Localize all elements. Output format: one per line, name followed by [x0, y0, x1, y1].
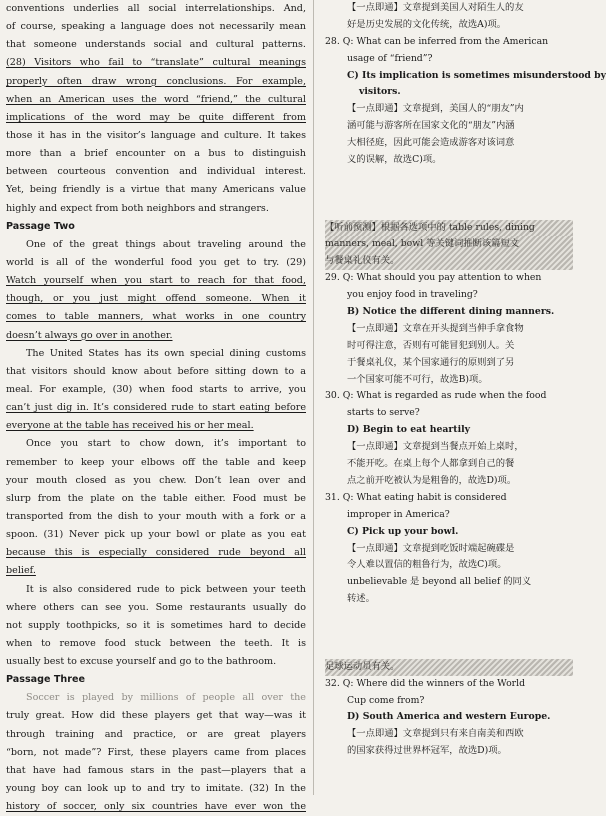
text-line: remember to keep your elbows off the table and keep [6, 456, 306, 468]
shaded-note-line: manners, meal, bowl 等关键词推断该篇短文 [325, 236, 573, 253]
explanation-line: 义的误解，故选C)项。 [347, 154, 442, 166]
spacer [325, 169, 573, 186]
text-line: when to remove food stuck between the teeth. It is [6, 637, 306, 649]
explanation-line: 【一点即通】文章提到吃饭时端起碗碟是 [347, 542, 515, 554]
text-line: conventions underlies all social interrelationships. And, [6, 3, 306, 14]
text-line: implications of the word may be quite different from [6, 111, 306, 123]
question-line: 30. Q: What is regarded as rude when the food [325, 390, 547, 402]
question-line: 28. Q: What can be inferred from the American [325, 35, 549, 47]
text-line: Yet, being friendly is a virtue that many Americans value [6, 184, 306, 196]
text-line: transported from the dish to your mouth with a fork or a [6, 510, 306, 522]
explanation-line: 【一点即通】文章在开头提到当伸手拿食物 [347, 322, 524, 334]
answer-line: C) Its implication is sometimes misunderstood by [347, 69, 606, 81]
text-line: Cup come from? [347, 694, 425, 706]
text-line: improper in America? [347, 508, 450, 520]
text-line: your mouth closed as you chew. Don’t lean over and [6, 474, 306, 486]
explanation-line: 【一点即通】文章提到只有来自南美和西欧 [347, 728, 524, 740]
text-line: more than a brief encounter on a bus to distinguish [6, 148, 306, 160]
spacer [325, 608, 573, 625]
shaded-note-line: 足球运动员有关。 [325, 659, 573, 676]
text-line: Watch yourself when you start to reach for that food, [6, 275, 306, 287]
explanation-line: 点之前开吃被认为是粗鲁的，故选D)项。 [347, 474, 517, 486]
explanation-line: 不能开吃。在桌上每个人都拿到自己的餐 [347, 458, 515, 470]
text-line: when an American uses the word “friend,” the cultural [6, 93, 306, 105]
text-line: doesn’t always go over in another. [6, 329, 173, 341]
explanation-line: unbelievable 是 beyond all belief 的同义 [347, 576, 532, 588]
shaded-note-line: 与餐桌礼仪有关。 [325, 253, 573, 270]
text-line: slurp from the plate on the table either. Food must be [6, 492, 306, 504]
text-line: though, or you just might offend someone. When it [6, 293, 306, 305]
text-line: that have had famous stars in the past—players that a [6, 764, 306, 776]
explanation-line: 大相径庭，因此可能会造成游客对该词意 [347, 137, 515, 149]
text-line: that someone understands social and cultural patterns. [6, 39, 306, 51]
passage-column [6, 0, 306, 816]
text-line: of course, speaking a language does not necessarily mean [6, 21, 306, 33]
question-line: 29. Q: What should you pay attention to when [325, 272, 542, 284]
text-line: usually best to excuse yourself and go to the bathroom. [6, 656, 277, 668]
spacer [325, 625, 573, 642]
text-line: (28) Visitors who fail to “translate” cultural meanings [6, 57, 306, 69]
text-line: One of the great things about traveling around the [26, 238, 306, 250]
shaded-note-line: 【听前预测】根据各选项中的 table rules, dining [325, 220, 573, 237]
explanation-line: 的国家获得过世界杯冠军，故选D)项。 [347, 745, 507, 757]
explanation-line: 涵可能与游客所在国家文化的“朋友”内涵 [347, 120, 515, 132]
text-line: that visitors should know about before sitting down to a [6, 365, 306, 377]
text-line: The United States has its own special dining customs [26, 347, 306, 359]
text-line: between courteous convention and individual interest. [6, 166, 306, 178]
answer-key-column [325, 0, 606, 760]
explanation-line: 【一点即通】文章提到当餐点开始上桌时， [347, 441, 524, 453]
question-line: 31. Q: What eating habit is considered [325, 491, 507, 503]
text-line: Once you start to chow down, it’s important to [26, 438, 306, 450]
text-line: belief. [6, 565, 36, 577]
text-line: meal. For example, (30) when food starts to arrive, you [6, 383, 306, 395]
explanation-line: 时可得注意，否则有可能冒犯到别人。关 [347, 339, 515, 351]
explanation-line: 于餐桌礼仪，某个国家通行的原则到了另 [347, 356, 515, 368]
text-line: can’t just dig in. It’s considered rude to start eating before [6, 402, 306, 414]
answer-line: C) Pick up your bowl. [347, 525, 459, 537]
text-line: spoon. (31) Never pick up your bowl or plate as you eat [6, 529, 306, 541]
text-line: “born, not made”? First, these players came from places [6, 746, 306, 758]
spacer [325, 186, 573, 203]
explanation-line: 【一点即通】文章提到美国人对陌生人的友 [347, 2, 524, 13]
text-line: because this is especially considered rude beyond all [6, 547, 306, 559]
explanation-line: 一个国家可能不可行，故选B)项。 [347, 373, 488, 385]
text-line: comes to table manners, what works in one country [6, 311, 306, 323]
explanation-line: 【一点即通】文章提到，美国人的“朋友”内 [347, 103, 524, 115]
text-line: usage of “friend”? [347, 52, 433, 64]
text-line: you enjoy food in traveling? [347, 289, 478, 301]
explanation-line: 好是历史发展的文化传统，故选A)项。 [347, 18, 507, 30]
text-line: It is also considered rude to pick between your teeth [26, 583, 306, 595]
text-line: young boy can look up to and try to imitate. (32) In the [6, 783, 306, 795]
text-line: history of soccer, only six countries have ever won the [6, 801, 306, 813]
text-line: Soccer is played by millions of people all over the [26, 692, 306, 704]
text-line: where others can see you. Some restaurants usually do [6, 601, 306, 613]
text-line: properly often draw wrong conclusions. For example, [6, 75, 306, 87]
text-line: not supply toothpicks, so it is sometimes hard to decide [6, 619, 306, 631]
explanation-line: 令人难以置信的粗鲁行为，故选C)项。 [347, 559, 507, 571]
text-line: starts to serve? [347, 407, 420, 419]
text-line: through training and practice, or are great players [6, 728, 306, 740]
spacer [325, 203, 573, 220]
question-line: 32. Q: Where did the winners of the World [325, 677, 526, 689]
text-line: highly and expect from both neighbors and strangers. [6, 202, 269, 214]
answer-line: visitors. [359, 86, 401, 98]
text-line: world is all of the wonderful food you get to try. (29) [6, 256, 306, 268]
text-line: truly great. How did these players get that way—was it [6, 710, 306, 722]
answer-line: D) South America and western Europe. [347, 711, 551, 723]
section-heading: Passage Three [6, 674, 85, 686]
explanation-line: 转述。 [347, 593, 375, 605]
text-line: those it has in the visitor’s language and culture. It takes [6, 129, 306, 141]
answer-line: D) Begin to eat heartily [347, 424, 471, 436]
section-heading: Passage Two [6, 220, 75, 232]
answer-line: B) Notice the different dining manners. [347, 306, 555, 318]
column-divider [313, 0, 314, 795]
spacer [325, 642, 573, 659]
text-line: everyone at the table has received his or her meal. [6, 420, 254, 432]
